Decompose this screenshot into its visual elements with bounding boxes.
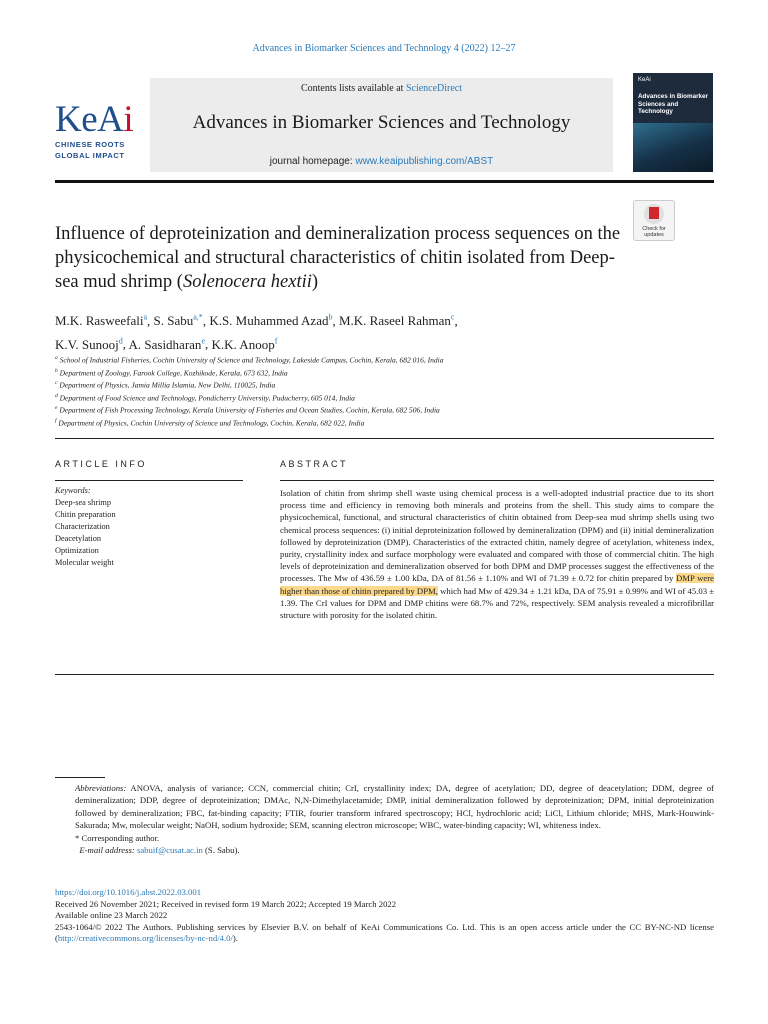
affiliation: $^b$ Department of Zoology, Farook College, Kozhikode, Kerala, 673 632, India: [55, 367, 288, 377]
keyword: Deep-sea shrimp: [55, 498, 111, 507]
email-footnote: E-mail address: sabuif@cusat.ac.in (S. Sabu).: [79, 845, 240, 856]
article-meta: [55, 887, 714, 945]
footnote-divider: [55, 777, 105, 778]
author[interactable]: M.K. Rasweefali$^a$: [55, 313, 148, 329]
author[interactable]: K.K. Anoop$^f$: [211, 336, 278, 352]
author[interactable]: K.V. Sunooj$^d$: [55, 336, 123, 352]
affiliation: $^a$ School of Industrial Fisheries, Cochin University of Science and Technology, Lakeside Campus, Cochin, Kerala, 682 016, India: [55, 355, 444, 365]
corresponding-footnote: * Corresponding author.: [75, 832, 160, 843]
email-link[interactable]: sabuif@cusat.ac.in: [136, 845, 203, 856]
keyword: Chitin preparation: [55, 510, 116, 519]
keyword: Optimization: [55, 546, 99, 555]
divider: [55, 438, 714, 439]
journal-reference[interactable]: Advances in Biomarker Sciences and Technology 4 (2022) 12–27: [252, 43, 516, 54]
affiliation: $^e$ Department of Fish Processing Technology, Kerala University of Fisheries and Ocean Studies, Cochin, Kerala, 682 506, India: [55, 405, 440, 415]
affiliation: $^f$ Department of Physics, Cochin University of Science and Technology, Cochin, Kerala, 682 022, India: [55, 417, 365, 427]
sciencedirect-link[interactable]: ScienceDirect: [405, 83, 463, 94]
license-link[interactable]: http://creativecommons.org/licenses/by-nc-nd/4.0/: [57, 933, 233, 944]
keywords-label: Keywords:: [55, 486, 91, 495]
author[interactable]: S. Sabu$^{a,*}$: [153, 313, 203, 329]
homepage-link[interactable]: www.keaipublishing.com/ABST: [355, 156, 494, 167]
divider: [55, 674, 714, 675]
author-list: M.K. Rasweefali$^a$, S. Sabu$^{a,*}$, K.S. Muhammed Azad$^b$, M.K. Raseel Rahman$^c$, K.V. Sunooj$^d$, A. Sasidharan$^e$, K.K. Anoop$^f$: [55, 313, 458, 352]
logo-tagline-2: GLOBAL IMPACT: [55, 151, 125, 160]
journal-title: Advances in Biomarker Sciences and Technology: [192, 112, 571, 133]
divider: [55, 480, 243, 481]
cover-title: Advances in Biomarker Sciences and Technology: [638, 93, 708, 115]
affiliation-list: [55, 353, 675, 428]
license-text: 2543-1064/© 2022 The Authors. Publishing services by Elsevier B.V. on behalf of KeAi Communications Co. Ltd. This is an open access article under the CC BY-NC-ND license (http://creativecommons.org/licenses/by-nc-nd/4.0/).: [55, 921, 714, 944]
homepage-line: journal homepage: www.keaipublishing.com/ABST: [269, 156, 494, 167]
affiliation: $^c$ Department of Physics, Jamia Millia Islamia, New Delhi, 110025, India: [55, 380, 276, 390]
check-for-updates-button[interactable]: Check for updates: [633, 200, 675, 241]
available-online: Available online 23 March 2022: [55, 910, 168, 921]
cover-image: [633, 123, 713, 172]
keywords-section: [55, 485, 245, 569]
keyword: Molecular weight: [55, 558, 114, 567]
article-title: Influence of deproteinization and demineralization process sequences on the physicochemical and structural characteristics of chitin isolated from Deep-sea mud shrimp (Solenocera hextii): [55, 224, 621, 292]
keyword: Characterization: [55, 522, 110, 531]
contents-line: Contents lists available at ScienceDirect: [300, 83, 463, 94]
keai-logo: KeAi CHINESE ROOTS GLOBAL IMPACT: [55, 99, 134, 160]
keyword-list: [55, 497, 245, 569]
article-info-heading: ARTICLE INFO: [55, 459, 147, 469]
bookmark-icon: [649, 207, 659, 219]
journal-header: [150, 78, 613, 172]
abstract-text: Isolation of chitin from shrimp shell waste using chemical process is a well-adopted industrial practice due to its short process time and efficiency in removing both minerals and proteins from the shell. This study aims to compare the physicochemical, functional, and structural characteristics of chitin obtained from Deep-sea mud shrimp shells using two chemical process sequences: (i) initial deproteinization followed by demineralization (DPM) and (ii) initial demineralization followed by deproteinization (DMP). Characteristics of the extracted chitin, namely degree of acetylation, whiteness index, purity, crystallinity index and surface morphology were evaluated and compared with those of commercial chitin. The high levels of deproteinization and demineralization observed for both DPM and DMP processes suggest the effectiveness of the processes. The Mw of 436.59 ± 1.00 kDa, DA of 81.56 ± 1.10% and WI of 71.39 ± 0.72 for chitin prepared by DMP were higher than those of chitin prepared by DPM, which had Mw of 429.34 ± 1.21 kDa, DA of 75.91 ± 0.99% and WI of 45.03 ± 1.39. The CrI values for DPM and DMP chitins were 68.7% and 72%, respectively. SEM analysis revealed a microfibrillar structure with porosity for the isolated chitin.: [280, 488, 714, 621]
abstract-heading: ABSTRACT: [280, 459, 349, 469]
author[interactable]: K.S. Muhammed Azad$^b$: [209, 313, 333, 329]
author[interactable]: A. Sasidharan$^e$: [128, 336, 205, 352]
cover-logo: KeAi: [638, 77, 651, 83]
abbreviations-footnote: Abbreviations: ANOVA, analysis of variance; CCN, commercial chitin; CrI, crystallinity index; DA, degree of acetylation; DD, degree of deacetylation; DDM, degree of demineralization; DDP, degree of deproteinization; DMAc, N,N-Dimethylacetamide; DMP, initial demineralization followed by deproteinization; DPM, initial deproteinization followed by demineralization; FBC, fat-binding capacity; FTIR, fourier transform infrared spectroscopy; HCl, hydrochloric acid; LiCl, Lithium chloride; MHS, Mark-Houwink-Sakurada; Mw, molecular weight; NaOH, sodium hydroxide; SEM, scanning electron microscope; WBC, water-binding capacity; WI, whiteness index.: [75, 783, 714, 831]
history-dates: Received 26 November 2021; Received in revised form 19 March 2022; Accepted 19 March 2022: [55, 898, 397, 909]
journal-cover: [633, 73, 713, 172]
affiliation: $^d$ Department of Food Science and Technology, Pondicherry University, Puducherry, 605 014, India: [55, 392, 355, 402]
doi-link[interactable]: https://doi.org/10.1016/j.abst.2022.03.001: [55, 887, 202, 897]
keyword: Deacetylation: [55, 534, 102, 543]
author[interactable]: M.K. Raseel Rahman$^c$: [338, 313, 455, 329]
header-divider: [55, 180, 714, 183]
highlighted-text[interactable]: DMP were higher than those of chitin prepared by DPM,: [280, 573, 714, 596]
footnotes: [55, 782, 714, 856]
logo-tagline-1: CHINESE ROOTS: [55, 140, 125, 149]
divider: [280, 480, 714, 481]
